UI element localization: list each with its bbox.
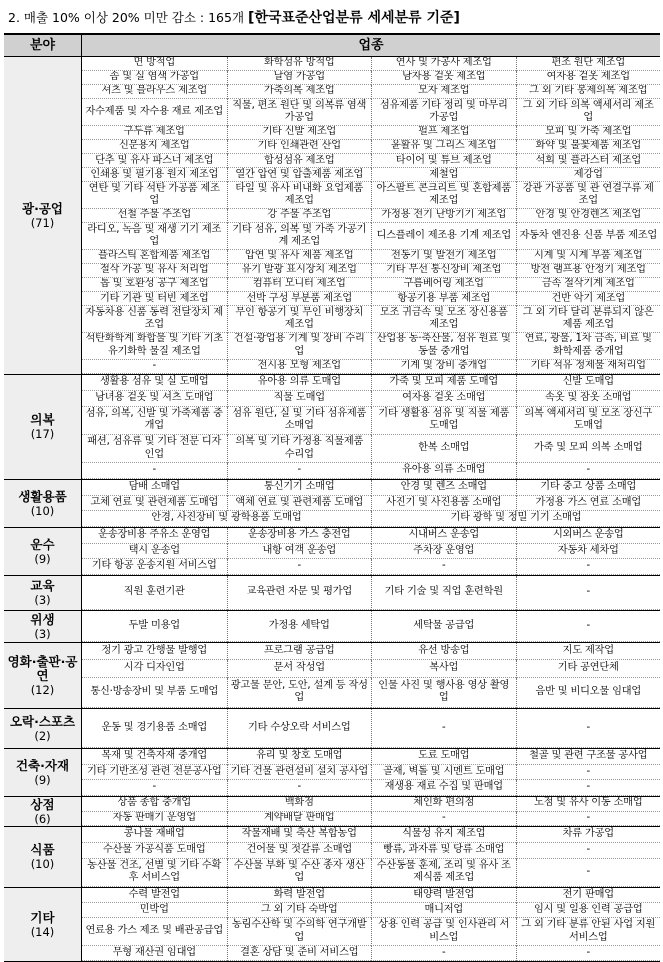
industry-cell: 안경 및 렌즈 소매업 [371,480,516,496]
industry-cell: - [371,559,516,575]
industry-cell: - [516,463,661,479]
industry-cell: 통신기기 소매업 [227,480,372,496]
industry-cell: 가정용 전기 난방기기 제조업 [371,209,516,223]
industry-cell: 그 외 기타 의복 액세서리 제조업 [516,99,661,126]
section-category [4,480,82,527]
industry-cell: 무형 재산권 임대업 [82,946,227,961]
industry-cell: 목재 및 건축자재 중개업 [82,749,227,765]
category-name: 의복 [30,412,55,427]
industry-cell: 구름베어링 제조업 [371,278,516,292]
industry-cell: 안경, 사진장비 및 광학용품 도매업 [82,511,371,527]
industry-cell: 기타 수상오락 서비스업 [227,709,372,748]
industry-cell: 화약 및 불꽃제품 제조업 [516,140,661,154]
category-name: 건축·자재 [15,757,70,773]
industry-cell: 기타 인쇄관련 산업 [227,140,372,154]
category-name: 오락·스포츠 [9,713,76,729]
industry-cell: 두발 미용업 [82,611,227,642]
industry-grid [82,888,660,961]
industry-cell: 기타 중고 상품 소매업 [516,480,661,496]
industry-cell: 상품 종합 중개업 [82,797,227,812]
industry-cell: 세탁물 공급업 [371,611,516,642]
section-row [4,611,660,643]
industry-cell: 택시 운송업 [82,544,227,560]
industry-cell: 액체 연료 및 관련제품 도매업 [227,496,372,512]
category-name: 운수 [30,536,55,552]
industry-cell: 기타 석유 정제물 재처리업 [516,360,661,374]
industry-cell: 내항 여객 운송업 [227,544,372,560]
industry-cell: 교육관련 자문 및 평가업 [227,576,372,610]
industry-cell: 모자 제조업 [371,85,516,99]
industry-cell: 기타 기술 및 직업 훈련학원 [371,576,516,610]
industry-cell: 직물 도매업 [227,391,372,407]
industry-cell: 기타 기반조성 관련 전문공사업 [82,765,227,781]
industry-cell: 시계 및 시계 부품 제조업 [516,250,661,264]
industry-cell: 신문용지 제조업 [82,140,227,154]
industry-cell: 기타 신발 제조업 [227,126,372,140]
industry-cell: 제강업 [516,168,661,182]
industry-grid [82,611,660,642]
industry-cell: 임시 및 일용 인력 공급업 [516,903,661,918]
category-name: 식품 [30,842,55,857]
industry-cell: 모조 귀금속 및 모조 장신용품 제조업 [371,306,516,333]
category-name: 기타 [30,909,55,925]
industry-cell: 구두류 제조업 [82,126,227,140]
industry-cell: 플라스틱 혼합제품 제조업 [82,250,227,264]
section-row [4,797,660,827]
industry-cell: 건반 악기 제조업 [516,292,661,306]
industry-cell: 선박 구성 부분품 제조업 [227,292,372,306]
industry-cell: 전기 판매업 [516,888,661,903]
industry-cell: 압연 및 유사 제품 제조업 [227,250,372,264]
industry-cell: 수산동물 훈제, 조리 및 유사 조제식품 제조업 [371,859,516,887]
industry-cell: 전시용 모형 제조업 [227,360,372,374]
industry-grid [82,643,660,708]
industry-cell: 상용 인력 공급 및 인사관리 서비스업 [371,918,516,946]
industry-cell: 자수제품 및 자수용 재료 제조업 [82,99,227,126]
table-body [4,57,660,962]
industry-cell: 날염 가공업 [227,71,372,85]
industry-cell: 매니저업 [371,903,516,918]
industry-cell: 기타 기관 및 터빈 제조업 [82,292,227,306]
industry-cell: 의복 액세서리 및 모조 장신구 도매업 [516,407,661,435]
industry-cell: 패션, 섬유류 및 기타 전문 디자인업 [82,435,227,463]
section-category [4,888,82,961]
industry-cell: - [371,946,516,961]
industry-cell: 태양력 발전업 [371,888,516,903]
industry-cell: - [516,780,661,796]
section-category [4,749,82,796]
industry-grid [82,480,660,527]
industry-cell: 그 외 기타 숙박업 [227,903,372,918]
industry-cell: 단추 및 유사 파스너 제조업 [82,154,227,168]
industry-cell: 가정용 가스 연료 소매업 [516,496,661,512]
industry-cell: - [516,812,661,827]
industry-cell: 강관 가공품 및 관 연결구류 제조업 [516,182,661,209]
industry-cell: 무인 항공기 및 무인 비행장치 제조업 [227,306,372,333]
industry-cell: 기타 섬유, 의복 및 가죽 가공기계 제조업 [227,223,372,250]
industry-cell: 톱 및 호환성 공구 제조업 [82,278,227,292]
category-count: (14) [30,924,55,939]
industry-cell: 재생용 재료 수집 및 판매업 [371,780,516,796]
industry-cell: 석회 및 플라스터 제조업 [516,154,661,168]
industry-cell: 자동차 엔진용 신품 부품 제조업 [516,223,661,250]
category-name: 영화·출판·공연 [7,653,78,683]
industry-cell: 유기 발광 표시장치 제조업 [227,264,372,278]
industry-cell: 안경 및 안경렌즈 제조업 [516,209,661,223]
industry-cell: - [227,559,372,575]
industry-grid [82,576,660,610]
industry-cell: 골재, 벽돌 및 시멘트 도매업 [371,765,516,781]
industry-cell: 수산물 가공식품 도매업 [82,843,227,859]
title-main: [한국표준산업분류 세세분류 기준] [248,10,460,26]
industry-cell: 체인화 편의점 [371,797,516,812]
industry-cell: 산업용 농·축산물, 섬유 원료 및 동물 중개업 [371,333,516,360]
table-header [4,33,660,57]
category-count: (3) [34,593,51,607]
industry-cell: 기타 무선 통신장비 제조업 [371,264,516,278]
industry-cell: 건설·광업용 기계 및 장비 수리업 [227,333,372,360]
section-row [4,827,660,888]
industry-cell: - [82,780,227,796]
industry-grid [82,797,660,826]
category-name: 교육 [30,578,55,593]
industry-cell: 방전 램프용 안정기 제조업 [516,264,661,278]
industry-cell: 그 외 기타 달리 분류되지 않은 제품 제조업 [516,306,661,333]
category-count: (10) [30,503,55,518]
industry-cell: 프로그램 공급업 [227,643,372,660]
industry-cell: 도료 도매업 [371,749,516,765]
industry-cell: 합성섬유 제조업 [227,154,372,168]
industry-cell: 섬유, 의복, 신발 및 가죽제품 중개업 [82,407,227,435]
section-row [4,57,660,375]
industry-cell: - [371,812,516,827]
industry-cell: 계약배달 판매업 [227,812,372,827]
section-row [4,643,660,709]
industry-cell: 그 외 기타 봉제의복 제조업 [516,85,661,99]
industry-cell: 음반 및 비디오물 임대업 [516,678,661,708]
industry-cell: - [227,463,372,479]
industry-cell: 의복 및 기타 가정용 직물제품 수리업 [227,435,372,463]
industry-cell: 수산물 부화 및 수산 종자 생산업 [227,859,372,887]
industry-cell: 가죽의복 제조업 [227,85,372,99]
industry-cell: 작물재배 및 축산 복합농업 [227,827,372,843]
industry-cell: 운동 및 경기용품 소매업 [82,709,227,748]
industry-cell: 직물, 편조 원단 및 의복류 염색 가공업 [227,99,372,126]
industry-cell: 담배 소매업 [82,480,227,496]
industry-cell: 펄프 제조업 [371,126,516,140]
industry-cell: 백화점 [227,797,372,812]
industry-cell: 시내버스 운송업 [371,528,516,544]
industry-cell: 콩나물 재배업 [82,827,227,843]
industry-cell: 절삭 가공 및 유사 처리업 [82,264,227,278]
industry-cell: 디스플레이 제조용 기계 제조업 [371,223,516,250]
industry-cell: 철골 및 관련 구조물 공사업 [516,749,661,765]
category-count: (9) [34,772,51,787]
industry-cell: 운송장비용 가스 충전업 [227,528,372,544]
industry-cell: - [516,576,661,610]
section-row [4,375,660,480]
section-category [4,827,82,887]
industry-cell: 항공기용 부품 제조업 [371,292,516,306]
section-category [4,57,82,374]
industry-cell: 연료용 가스 제조 및 배관공급업 [82,918,227,946]
industry-cell: 솜 및 실 염색 가공업 [82,71,227,85]
industry-cell: 기타 공연단체 [516,660,661,677]
industry-cell: 농림수산학 및 수의학 연구개발업 [227,918,372,946]
industry-cell: 타일 및 유사 비내화 요업제품 제조업 [227,182,372,209]
category-count: (17) [30,427,55,441]
industry-cell: 결혼 상담 및 준비 서비스업 [227,946,372,961]
industry-cell: 유아용 의류 도매업 [227,375,372,391]
industry-cell: 전동기 및 발전기 제조업 [371,250,516,264]
industry-cell: 사진기 및 사진용품 소매업 [371,496,516,512]
industry-cell: - [82,360,227,374]
title-prefix: 2. 매출 10% 이상 20% 미만 감소 : 165개 [8,10,245,25]
category-count: (9) [34,551,51,566]
industry-cell: 기타 건물 관련설비 설치 공사업 [227,765,372,781]
industry-cell: 직원 훈련기관 [82,576,227,610]
industry-cell: 아스팔트 콘크리트 및 혼합제품 제조업 [371,182,516,209]
industry-cell: - [516,765,661,781]
industry-cell: 수력 발전업 [82,888,227,903]
section-category [4,709,82,748]
industry-cell: 운송장비용 주유소 운영업 [82,528,227,544]
industry-grid [82,749,660,796]
industry-cell: - [516,709,661,748]
industry-cell: 열간 압연 및 압출제품 제조업 [227,168,372,182]
industry-cell: 고체 연료 및 관련제품 도매업 [82,496,227,512]
industry-cell: 시각 디자인업 [82,660,227,677]
industry-grid [82,375,660,479]
industry-cell: 기타 광학 및 정밀 기기 소매업 [371,511,660,527]
industry-cell: 컴퓨터 모니터 제조업 [227,278,372,292]
industry-cell: 인물 사진 및 행사용 영상 촬영업 [371,678,516,708]
industry-cell: - [371,709,516,748]
industry-cell: 건어물 및 젓갈류 소매업 [227,843,372,859]
industry-cell: 모피 및 가죽 제조업 [516,126,661,140]
industry-cell: 유리 및 창호 도매업 [227,749,372,765]
industry-cell: 섬유 원단, 실 및 기타 섬유제품 소매업 [227,407,372,435]
industry-cell: 라디오, 녹음 및 재생 기기 제조업 [82,223,227,250]
header-field: 분야 [4,35,82,56]
section-row [4,528,660,576]
industry-cell: - [516,559,661,575]
industry-cell: 정기 광고 간행물 발행업 [82,643,227,660]
section-category [4,797,82,826]
section-row [4,749,660,797]
industry-cell: 자동차용 신품 동력 전달장치 제조업 [82,306,227,333]
industry-cell: 그 외 기타 분류 안된 사업 지원 서비스업 [516,918,661,946]
industry-cell: 기타 생활용 섬유 및 직물 제품 도매업 [371,407,516,435]
industry-cell: 노점 및 유사 이동 소매업 [516,797,661,812]
industry-cell: 화력 발전업 [227,888,372,903]
industry-cell: 연사 및 가공사 제조업 [371,57,516,71]
section-row [4,480,660,528]
industry-cell: 가정용 세탁업 [227,611,372,642]
industry-cell: 주차장 운영업 [371,544,516,560]
industry-cell: - [516,859,661,887]
category-name: 상점 [30,796,55,812]
industry-cell: 면 방적업 [82,57,227,71]
industry-cell: 기타 항공 운송지원 서비스업 [82,559,227,575]
industry-cell: 타이어 및 튜브 제조업 [371,154,516,168]
industry-cell: 선철 주물 주조업 [82,209,227,223]
industry-cell: 연탄 및 기타 석탄 가공품 제조업 [82,182,227,209]
industry-cell: 속옷 및 잠옷 소매업 [516,391,661,407]
industry-grid [82,57,660,374]
industry-cell: 화학섬유 방적업 [227,57,372,71]
industry-cell: 여자용 겉옷 소매업 [371,391,516,407]
industry-cell: - [516,843,661,859]
industry-cell: 윤활유 및 그리스 제조업 [371,140,516,154]
section-row [4,576,660,611]
industry-cell: 남녀용 겉옷 및 셔츠 도매업 [82,391,227,407]
category-count: (6) [34,811,51,826]
section-category [4,643,82,708]
industry-cell: 지도 제작업 [516,643,661,660]
category-name: 광·공업 [22,200,63,216]
header-industry: 업종 [358,38,384,53]
industry-cell: 인쇄용 및 필기용 원지 제조업 [82,168,227,182]
section-category [4,375,82,479]
industry-cell: 유선 방송업 [371,643,516,660]
industry-cell: 제철업 [371,168,516,182]
industry-cell: 민박업 [82,903,227,918]
industry-cell: - [516,946,661,961]
industry-cell: 식물성 유지 제조업 [371,827,516,843]
document-title [8,6,460,30]
industry-cell: 남자용 겉옷 제조업 [371,71,516,85]
industry-grid [82,827,660,887]
section-category [4,611,82,642]
industry-cell: - [82,463,227,479]
section-row [4,709,660,749]
industry-cell: 셔츠 및 블라우스 제조업 [82,85,227,99]
industry-cell: 자동차 세차업 [516,544,661,560]
industry-cell: 강 주물 주조업 [227,209,372,223]
industry-cell: 유아용 의류 소매업 [371,463,516,479]
category-count: (3) [34,626,51,641]
industry-cell: - [516,611,661,642]
section-category [4,528,82,575]
category-name: 위생 [30,611,55,627]
industry-cell: 생활용 섬유 및 실 도매업 [82,375,227,391]
industry-cell: 연료, 광물, 1차 금속, 비료 및 화학제품 중개업 [516,333,661,360]
industry-cell: 여자용 겉옷 제조업 [516,71,661,85]
industry-cell: 한복 소매업 [371,435,516,463]
industry-cell: 자동 판매기 운영업 [82,812,227,827]
industry-cell: 차류 가공업 [516,827,661,843]
category-count: (12) [30,682,55,697]
industry-cell: 문서 작성업 [227,660,372,677]
industry-grid [82,528,660,575]
industry-cell: 섬유제품 기타 정리 및 마무리 가공업 [371,99,516,126]
industry-cell: 가죽 및 모피 제품 도매업 [371,375,516,391]
industry-cell: 기계 및 장비 중개업 [371,360,516,374]
industry-table [4,33,660,962]
industry-cell: 통신·방송장비 및 부품 도매업 [82,678,227,708]
category-count: (10) [30,857,55,871]
section-category [4,576,82,610]
industry-cell: 복사업 [371,660,516,677]
category-count: (2) [34,728,51,743]
industry-grid [82,709,660,748]
industry-cell: 광고물 문안, 도안, 설계 등 작성업 [227,678,372,708]
industry-cell: 석탄화학계 화합물 및 기타 기초 유기화학 물질 제조업 [82,333,227,360]
industry-cell: 시외버스 운송업 [516,528,661,544]
industry-cell: 신발 도매업 [516,375,661,391]
industry-cell: 농산물 건조, 선별 및 기타 수확 후 서비스업 [82,859,227,887]
category-name: 생활용품 [18,488,67,504]
industry-cell: 금속 절삭기계 제조업 [516,278,661,292]
category-count: (71) [30,215,55,230]
industry-cell: 가죽 및 모피 의복 소매업 [516,435,661,463]
section-row [4,888,660,962]
industry-cell: 빵류, 과자류 및 당류 소매업 [371,843,516,859]
industry-cell: 편조 원단 제조업 [516,57,661,71]
industry-cell: - [227,780,372,796]
